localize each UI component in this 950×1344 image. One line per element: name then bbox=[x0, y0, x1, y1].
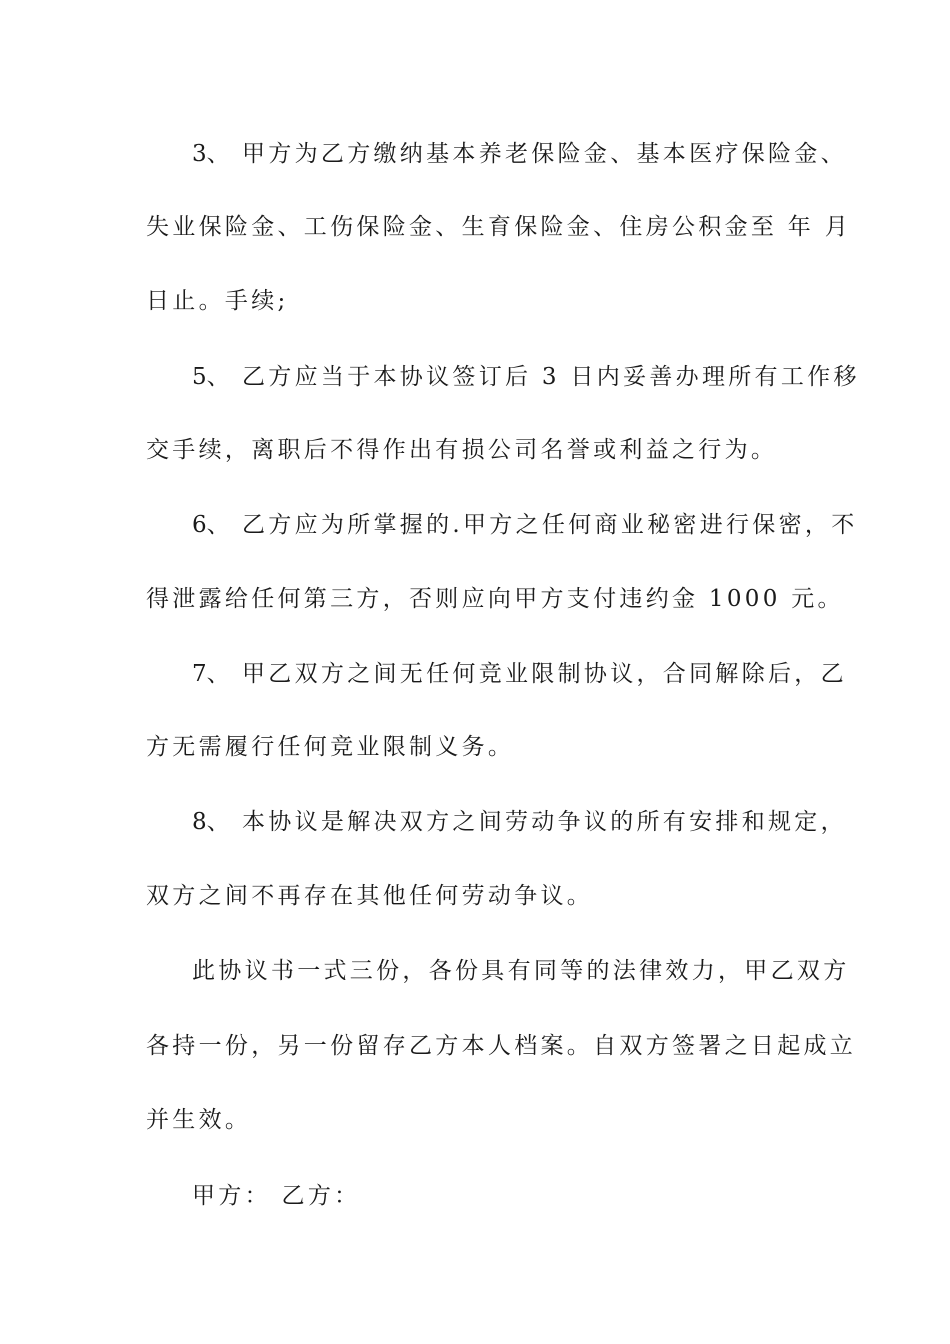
clause-5-line-1 bbox=[192, 362, 860, 392]
clause-number: 3、 bbox=[192, 141, 230, 167]
clause-3-line-3: 日止。手续; bbox=[146, 288, 289, 314]
clause-8-line-2: 双方之间不再存在其他任何劳动争议。 bbox=[146, 883, 594, 909]
party-a-label: 甲方： bbox=[192, 1183, 271, 1209]
clause-text: 本协议是解决双方之间劳动争议的所有安排和规定， bbox=[242, 809, 847, 835]
clause-number: 8、 bbox=[192, 809, 230, 835]
clause-6-line-2: 得泄露给任何第三方，否则应向甲方支付违约金 1000 元。 bbox=[146, 586, 844, 612]
clause-7-line-1 bbox=[192, 659, 847, 689]
clause-text: 甲方为乙方缴纳基本养老保险金、基本医疗保险金、 bbox=[242, 141, 847, 167]
clause-text: 甲乙双方之间无任何竞业限制协议，合同解除后，乙 bbox=[242, 661, 847, 687]
clause-3-line-1 bbox=[192, 139, 847, 169]
clause-number: 5、 bbox=[192, 364, 230, 390]
closing-line-2: 各持一份，另一份留存乙方本人档案。自双方签署之日起成立 bbox=[146, 1033, 857, 1059]
clause-6-line-1 bbox=[192, 510, 858, 540]
clause-number: 6、 bbox=[192, 512, 230, 538]
clause-text: 乙方应当于本协议签订后 3 日内妥善办理所有工作移 bbox=[242, 364, 860, 390]
clause-number: 7、 bbox=[192, 661, 230, 687]
clause-3-line-2: 失业保险金、工伤保险金、生育保险金、住房公积金至 年 月 bbox=[146, 214, 852, 240]
closing-line-3: 并生效。 bbox=[146, 1107, 252, 1133]
signature-line bbox=[192, 1181, 360, 1211]
clause-text: 乙方应为所掌握的.甲方之任何商业秘密进行保密，不 bbox=[242, 512, 858, 538]
closing-line-1: 此协议书一式三份，各份具有同等的法律效力，甲乙双方 bbox=[192, 958, 850, 984]
clause-8-line-1 bbox=[192, 807, 847, 837]
clause-7-line-2: 方无需履行任何竞业限制义务。 bbox=[146, 734, 515, 760]
party-b-label: 乙方： bbox=[281, 1183, 361, 1209]
clause-5-line-2: 交手续，离职后不得作出有损公司名誉或利益之行为。 bbox=[146, 437, 778, 463]
